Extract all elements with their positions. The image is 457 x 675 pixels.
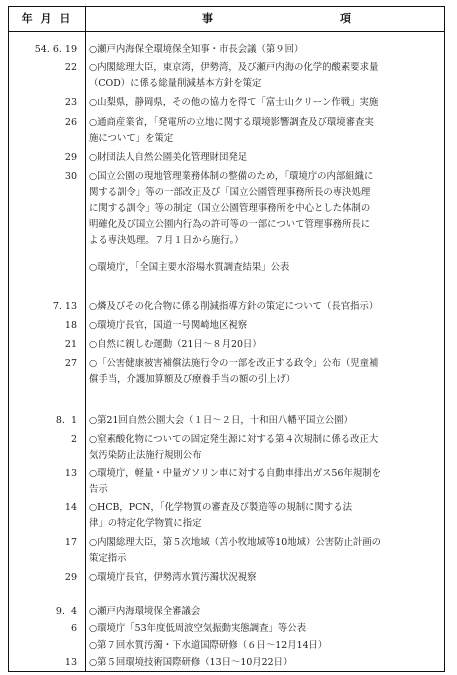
row-date: 18 [64,320,77,331]
row-text: ○環境庁「53年度低周波空気振動実態調査」等公表 [89,623,306,634]
column-divider [85,7,86,671]
row-date: 6 [70,623,77,634]
table-header [9,7,444,32]
row-text: ○内閣総理大臣，東京湾，伊勢湾，及び瀬戸内海の化学的酸素要求量 （COD）に係る総量削減基本方針を策定 [89,62,379,89]
row-text: ○通商産業省，「発電所の立地に関する環境影響調査及び環境審査実 施について」を策定 [89,117,374,144]
event-header-char-1: 事 [202,12,213,25]
row-date: 9. 4 [55,606,77,617]
row-text: ○HCB，PCN，「化学物質の審査及び製造等の規制に関する法 律」の特定化学物質に指定 [89,502,353,529]
row-date: 30 [64,171,77,182]
row-text: ○第７回水質汚濁・下水道国際研修（６日～12月14日） [89,640,328,651]
row-text: ○山梨県，静岡県，その他の協力を得て「富士山クリーン作戦」実施 [89,97,379,108]
row-text: ○内閣総理大臣，第５次地域（苫小牧地域等10地域）公害防止計画の 策定指示 [89,537,381,564]
row-text: ○燐及びその化合物に係る削減指導方針の策定について（長官指示） [89,301,379,312]
row-date: 26 [64,117,77,128]
row-date: 29 [64,152,77,163]
row-date: 27 [64,358,77,369]
row-text: ○自然に親しむ運動（21日～８月20日） [89,339,262,350]
event-header-char-2: 項 [340,12,351,25]
row-date: 29 [64,572,77,583]
row-date: 54. 6. 19 [34,44,77,55]
row-text: ○第21回自然公園大会（１日～２日，十和田八幡平国立公園） [89,415,353,426]
row-date: 14 [64,502,77,513]
row-date: 13 [64,657,77,668]
row-date: 7. 13 [52,301,77,312]
row-text: ○環境庁，軽量・中量ガソリン車に対する自動車排出ガス56年規制を 告示 [89,468,381,495]
row-text: ○瀬戸内海環境保全審議会 [89,606,201,617]
row-text: ○環境庁長官，伊勢湾水質汚濁状況視察 [89,572,257,583]
row-date: 23 [64,97,77,108]
row-text: ○環境庁，「全国主要水浴場水質調査結果」公表 [89,262,290,273]
row-text: ○「公害健康被害補償法施行令の一部を改正する政令」公布（児童補 償手当，介護加算額及び療養手当の額の引上げ） [89,358,379,385]
row-text: ○環境庁長官，国道一号関崎地区視察 [89,320,248,331]
row-date: 8. 1 [55,415,77,426]
row-text: ○第５回環境技術国際研修（13日～10月22日） [89,657,293,668]
row-text: ○窒素酸化物についての固定発生源に対する第４次規制に係る改正大 気汚染防止法施行規則公布 [89,434,379,461]
chronology-table [8,6,445,672]
row-text: ○瀬戸内海保全環境保全知事・市長会議（第９回） [89,44,304,55]
row-text: ○国立公園の現地管理業務体制の整備のため，「環境庁の内部組織に 関する訓令」等の一部改正及び「国立公園管理事務所長の専決処理 に関する訓令」等の制定（国立公園管理事務所を中心とした体制の 明確化及び国立公園内行為の許可等の一部について管理事務所長に よる専決処理。７月１日から施行。） [89,171,374,246]
row-date: 2 [70,434,77,445]
row-date: 22 [64,62,77,73]
row-date: 13 [64,468,77,479]
event-column-header [86,7,444,31]
date-column-header: 年 月 日 [21,12,73,25]
row-date: 17 [64,537,77,548]
row-date: 21 [64,339,77,350]
row-text: ○財団法人自然公園美化管理財団発足 [89,152,248,163]
